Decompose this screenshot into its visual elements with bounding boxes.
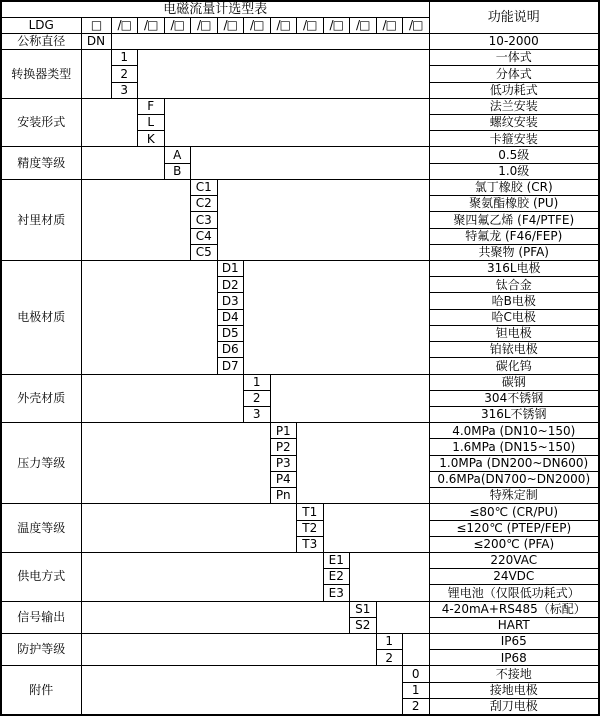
category-label-electrode-material: 电极材质 (1, 261, 81, 375)
model-slot-box: /□ (138, 17, 165, 33)
desc-cell-pressure-rating-Pn: 特殊定制 (429, 488, 599, 504)
model-slot-box: /□ (403, 17, 430, 33)
model-slot-box: /□ (244, 17, 271, 33)
filler-right-converter-type (138, 50, 430, 99)
code-cell-pressure-rating-P1: P1 (270, 423, 297, 439)
desc-cell-accessories-1: 接地电极 (429, 682, 599, 698)
filler-left-protection-rating (81, 634, 376, 666)
code-cell-installation-L: L (138, 115, 165, 131)
code-cell-housing-material-3: 3 (244, 406, 271, 422)
category-label-liner-material: 衬里材质 (1, 179, 81, 260)
filler-right-temperature-rating (323, 504, 429, 553)
desc-cell-housing-material-1: 碳钢 (429, 374, 599, 390)
filler-right-pressure-rating (297, 423, 430, 504)
section-row-installation (1, 98, 599, 114)
model-slot-box: /□ (191, 17, 218, 33)
code-cell-power-supply-E3: E3 (323, 585, 350, 601)
section-row-accuracy (1, 147, 599, 163)
code-cell-installation-K: K (138, 131, 165, 147)
section-row-temperature-rating (1, 504, 599, 520)
filler-left-liner-material (81, 179, 191, 260)
code-cell-converter-type-3: 3 (111, 82, 138, 98)
code-cell-diameter-DN: DN (81, 33, 111, 49)
code-cell-signal-output-S2: S2 (350, 617, 377, 633)
filler-right-signal-output (376, 601, 429, 633)
model-slot-box: /□ (270, 17, 297, 33)
category-label-pressure-rating: 压力等级 (1, 423, 81, 504)
code-cell-accessories-2: 2 (403, 698, 430, 715)
filler-right-power-supply (350, 552, 430, 601)
desc-cell-installation-L: 螺纹安装 (429, 115, 599, 131)
filler-left-housing-material (81, 374, 244, 423)
filler-right-liner-material (217, 179, 429, 260)
section-row-diameter (1, 33, 599, 49)
desc-cell-housing-material-3: 316L不锈钢 (429, 406, 599, 422)
table-title: 电磁流量计选型表 (1, 1, 429, 17)
filler-right-housing-material (270, 374, 429, 423)
code-cell-temperature-rating-T2: T2 (297, 520, 324, 536)
code-cell-electrode-material-D5: D5 (217, 325, 244, 341)
desc-cell-signal-output-S1: 4-20mA+RS485（标配） (429, 601, 599, 617)
code-cell-electrode-material-D7: D7 (217, 358, 244, 374)
code-cell-housing-material-2: 2 (244, 390, 271, 406)
desc-cell-accessories-2: 刮刀电极 (429, 698, 599, 715)
desc-cell-pressure-rating-P2: 1.6MPa (DN15~150) (429, 439, 599, 455)
code-cell-power-supply-E2: E2 (323, 569, 350, 585)
category-label-housing-material: 外壳材质 (1, 374, 81, 423)
code-cell-liner-material-C2: C2 (191, 196, 218, 212)
desc-cell-converter-type-3: 低功耗式 (429, 82, 599, 98)
code-cell-electrode-material-D3: D3 (217, 293, 244, 309)
filler-right-diameter (111, 33, 429, 49)
desc-cell-electrode-material-D6: 铂铱电极 (429, 342, 599, 358)
model-slot-box: /□ (323, 17, 350, 33)
code-cell-power-supply-E1: E1 (323, 552, 350, 568)
desc-cell-power-supply-E1: 220VAC (429, 552, 599, 568)
code-cell-pressure-rating-Pn: Pn (270, 488, 297, 504)
filler-left-accuracy (81, 147, 164, 179)
model-slot-box: /□ (376, 17, 403, 33)
selection-table-body (1, 1, 599, 715)
code-cell-converter-type-2: 2 (111, 66, 138, 82)
desc-cell-electrode-material-D7: 碳化钨 (429, 358, 599, 374)
desc-cell-accessories-0: 不接地 (429, 666, 599, 682)
code-cell-liner-material-C3: C3 (191, 212, 218, 228)
desc-cell-housing-material-2: 304不锈钢 (429, 390, 599, 406)
filler-left-accessories (81, 666, 403, 715)
desc-cell-installation-F: 法兰安装 (429, 98, 599, 114)
filler-left-temperature-rating (81, 504, 297, 553)
code-cell-converter-type-1: 1 (111, 50, 138, 66)
code-cell-electrode-material-D2: D2 (217, 277, 244, 293)
section-row-power-supply (1, 552, 599, 568)
code-cell-liner-material-C5: C5 (191, 244, 218, 260)
filler-left-pressure-rating (81, 423, 270, 504)
model-code-box: □ (81, 17, 111, 33)
section-row-accessories (1, 666, 599, 682)
code-cell-accuracy-A: A (164, 147, 191, 163)
code-cell-signal-output-S1: S1 (350, 601, 377, 617)
desc-cell-diameter-DN: 10-2000 (429, 33, 599, 49)
code-cell-electrode-material-D1: D1 (217, 261, 244, 277)
desc-cell-installation-K: 卡箍安装 (429, 131, 599, 147)
filler-left-signal-output (81, 601, 350, 633)
filler-left-electrode-material (81, 261, 217, 375)
category-label-accessories: 附件 (1, 666, 81, 715)
section-row-electrode-material (1, 261, 599, 277)
section-row-pressure-rating (1, 423, 599, 439)
section-row-liner-material (1, 179, 599, 195)
desc-cell-electrode-material-D5: 钽电极 (429, 325, 599, 341)
code-cell-accessories-0: 0 (403, 666, 430, 682)
model-slot-box: /□ (164, 17, 191, 33)
code-cell-protection-rating-2: 2 (376, 650, 403, 666)
desc-cell-electrode-material-D4: 哈C电极 (429, 309, 599, 325)
desc-cell-protection-rating-2: IP68 (429, 650, 599, 666)
filler-left-converter-type (81, 50, 111, 99)
code-cell-liner-material-C1: C1 (191, 179, 218, 195)
section-row-signal-output (1, 601, 599, 617)
desc-cell-temperature-rating-T1: ≤80℃ (CR/PU) (429, 504, 599, 520)
filler-left-power-supply (81, 552, 323, 601)
desc-cell-liner-material-C1: 氯丁橡胶 (CR) (429, 179, 599, 195)
desc-cell-liner-material-C3: 聚四氟乙烯 (F4/PTFE) (429, 212, 599, 228)
desc-cell-accuracy-B: 1.0级 (429, 163, 599, 179)
category-label-converter-type: 转换器类型 (1, 50, 81, 99)
filler-right-protection-rating (403, 634, 430, 666)
filler-right-accuracy (191, 147, 430, 179)
code-cell-protection-rating-1: 1 (376, 634, 403, 650)
category-label-protection-rating: 防护等级 (1, 634, 81, 666)
desc-cell-power-supply-E3: 锂电池（仅限低功耗式） (429, 585, 599, 601)
section-row-housing-material (1, 374, 599, 390)
code-cell-installation-F: F (138, 98, 165, 114)
category-label-signal-output: 信号输出 (1, 601, 81, 633)
model-slot-box: /□ (350, 17, 377, 33)
code-cell-electrode-material-D6: D6 (217, 342, 244, 358)
model-slot-box: /□ (297, 17, 324, 33)
desc-cell-temperature-rating-T3: ≤200℃ (PFA) (429, 536, 599, 552)
desc-cell-accuracy-A: 0.5级 (429, 147, 599, 163)
section-row-protection-rating (1, 634, 599, 650)
desc-cell-electrode-material-D1: 316L电极 (429, 261, 599, 277)
category-label-power-supply: 供电方式 (1, 552, 81, 601)
code-cell-temperature-rating-T1: T1 (297, 504, 324, 520)
category-label-installation: 安装形式 (1, 98, 81, 147)
desc-cell-liner-material-C2: 聚氨酯橡胶 (PU) (429, 196, 599, 212)
code-cell-liner-material-C4: C4 (191, 228, 218, 244)
section-row-converter-type (1, 50, 599, 66)
desc-cell-liner-material-C5: 共聚物 (PFA) (429, 244, 599, 260)
code-cell-pressure-rating-P3: P3 (270, 455, 297, 471)
desc-cell-power-supply-E2: 24VDC (429, 569, 599, 585)
desc-cell-signal-output-S2: HART (429, 617, 599, 633)
model-slot-box: /□ (217, 17, 244, 33)
code-cell-pressure-rating-P4: P4 (270, 471, 297, 487)
code-cell-pressure-rating-P2: P2 (270, 439, 297, 455)
code-cell-accessories-1: 1 (403, 682, 430, 698)
desc-cell-pressure-rating-P4: 0.6MPa(DN700~DN2000) (429, 471, 599, 487)
model-prefix-cell: LDG (1, 17, 81, 33)
desc-cell-electrode-material-D2: 钛合金 (429, 277, 599, 293)
desc-cell-converter-type-1: 一体式 (429, 50, 599, 66)
filler-left-installation (81, 98, 138, 147)
model-slot-box: /□ (111, 17, 138, 33)
title-row (1, 1, 599, 17)
code-cell-accuracy-B: B (164, 163, 191, 179)
category-label-accuracy: 精度等级 (1, 147, 81, 179)
code-cell-housing-material-1: 1 (244, 374, 271, 390)
filler-right-electrode-material (244, 261, 430, 375)
code-cell-electrode-material-D4: D4 (217, 309, 244, 325)
desc-cell-electrode-material-D3: 哈B电极 (429, 293, 599, 309)
desc-cell-liner-material-C4: 特氟龙 (F46/FEP) (429, 228, 599, 244)
function-column-header: 功能说明 (429, 1, 599, 33)
desc-cell-pressure-rating-P3: 1.0MPa (DN200~DN600) (429, 455, 599, 471)
category-label-diameter: 公称直径 (1, 33, 81, 49)
code-cell-temperature-rating-T3: T3 (297, 536, 324, 552)
desc-cell-converter-type-2: 分体式 (429, 66, 599, 82)
desc-cell-pressure-rating-P1: 4.0MPa (DN10~150) (429, 423, 599, 439)
desc-cell-protection-rating-1: IP65 (429, 634, 599, 650)
filler-right-installation (164, 98, 429, 147)
desc-cell-temperature-rating-T2: ≤120℃ (PTEP/FEP) (429, 520, 599, 536)
category-label-temperature-rating: 温度等级 (1, 504, 81, 553)
